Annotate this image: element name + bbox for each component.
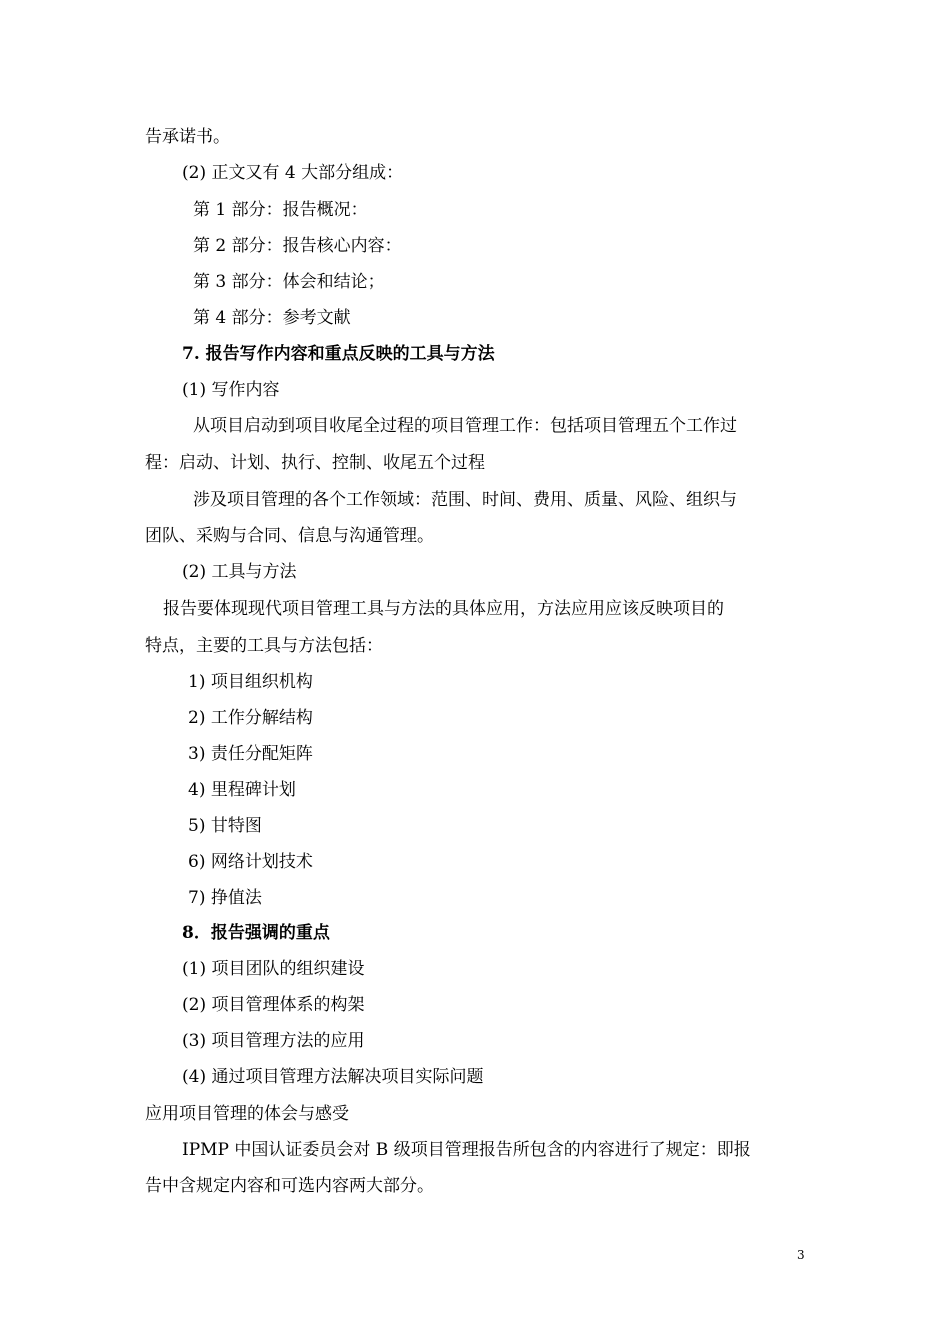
list-item: (2) 正文又有 4 大部分组成： bbox=[182, 163, 404, 183]
text-line: 应用项目管理的体会与感受 bbox=[145, 1104, 349, 1124]
text-line: 告中含规定内容和可选内容两大部分。 bbox=[145, 1176, 434, 1196]
list-item: 3) 责任分配矩阵 bbox=[188, 744, 313, 764]
list-item: 1) 项目组织机构 bbox=[188, 672, 313, 692]
section-heading-8: 8．报告强调的重点 bbox=[182, 923, 330, 943]
text-line: 涉及项目管理的各个工作领域：范围、时间、费用、质量、风险、组织与 bbox=[193, 490, 737, 510]
list-item: 6) 网络计划技术 bbox=[188, 852, 313, 872]
text-line: 特点，主要的工具与方法包括： bbox=[145, 636, 383, 656]
list-item: 第 1 部分：报告概况： bbox=[193, 200, 368, 220]
text-line: 告承诺书。 bbox=[145, 127, 230, 147]
list-item: (2) 项目管理体系的构架 bbox=[182, 995, 365, 1015]
list-item: 第 2 部分：报告核心内容： bbox=[193, 236, 402, 256]
list-item: 7) 挣值法 bbox=[188, 888, 262, 908]
text-line: 报告要体现现代项目管理工具与方法的具体应用，方法应用应该反映项目的 bbox=[163, 599, 724, 619]
list-item: 2) 工作分解结构 bbox=[188, 708, 313, 728]
list-item: 4) 里程碑计划 bbox=[188, 780, 296, 800]
section-heading-7: 7. 报告写作内容和重点反映的工具与方法 bbox=[182, 344, 495, 364]
list-item: (3) 项目管理方法的应用 bbox=[182, 1031, 365, 1051]
list-item: (1) 项目团队的组织建设 bbox=[182, 959, 365, 979]
text-line: IPMP 中国认证委员会对 B 级项目管理报告所包含的内容进行了规定：即报 bbox=[182, 1140, 751, 1160]
list-item: 第 4 部分：参考文献 bbox=[193, 308, 351, 328]
page-number: 3 bbox=[797, 1248, 805, 1262]
text-line: 程：启动、计划、执行、控制、收尾五个过程 bbox=[145, 453, 485, 473]
text-line: 团队、采购与合同、信息与沟通管理。 bbox=[145, 526, 434, 546]
text-line: 从项目启动到项目收尾全过程的项目管理工作：包括项目管理五个工作过 bbox=[193, 416, 737, 436]
list-item: 第 3 部分：体会和结论； bbox=[193, 272, 385, 292]
subheading: (2) 工具与方法 bbox=[182, 562, 297, 582]
list-item: (4) 通过项目管理方法解决项目实际问题 bbox=[182, 1067, 484, 1087]
list-item: 5) 甘特图 bbox=[188, 816, 262, 836]
subheading: (1) 写作内容 bbox=[182, 380, 280, 400]
